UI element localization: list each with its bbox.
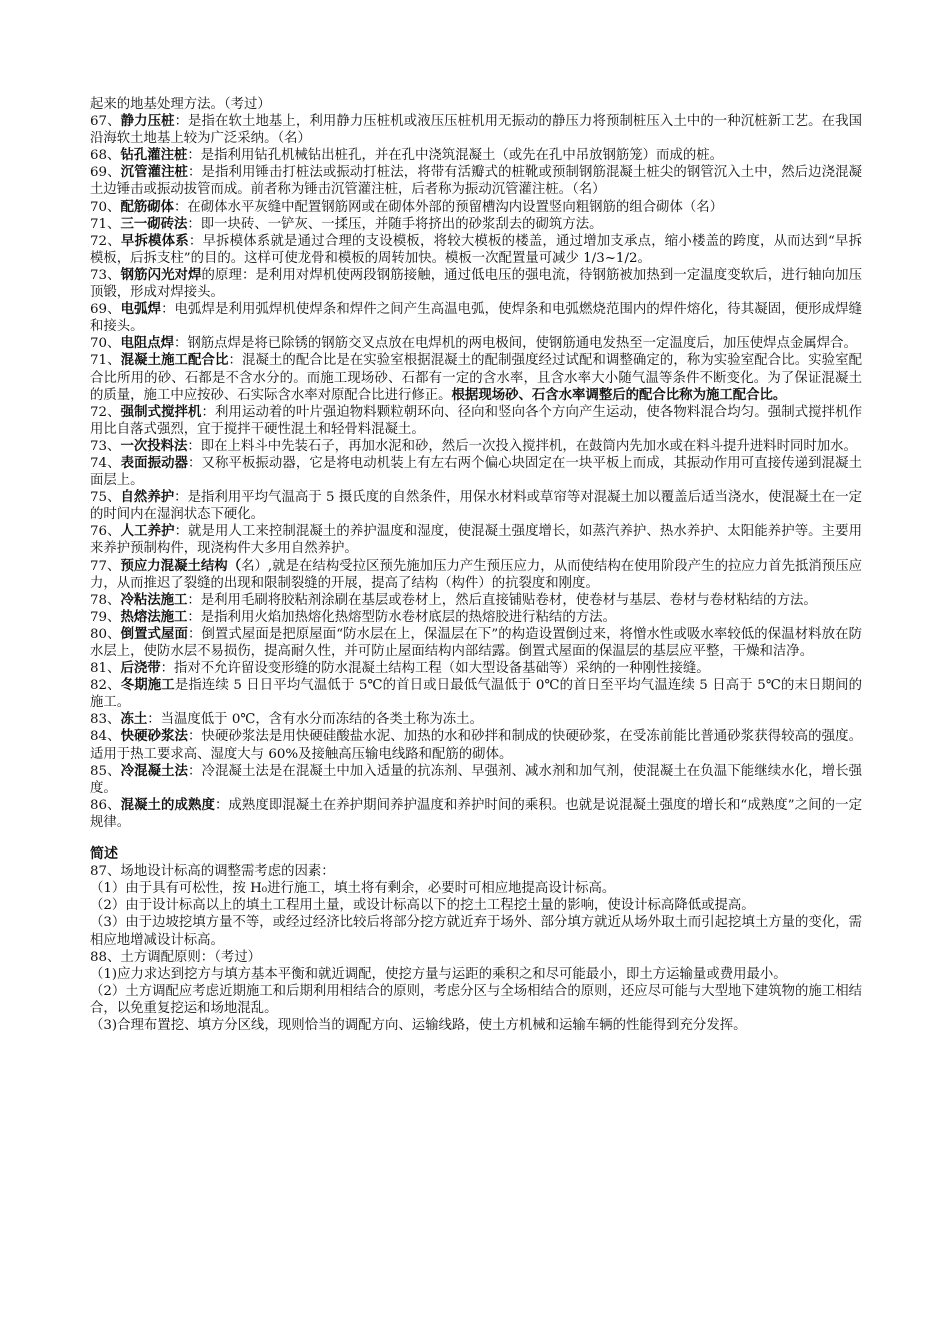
definition-entry [90,164,862,198]
entry-term: 静力压桩 [120,113,175,130]
entry-definition: ：即在上料斗中先装石子，再加水泥和砂，然后一次投入搅拌机，在鼓筒内先加水或在料斗提升进料时同时加水。 [187,438,857,454]
entry-number: 75、 [90,490,121,506]
entry-term: 强制式搅拌机 [120,403,202,420]
entry-term: 表面振动器 [120,454,189,471]
section-heading: 简述 [90,846,118,863]
entry-term: 混凝土的成熟度 [120,796,215,813]
entry-number: 78、 [90,592,121,608]
entry-term: 三一砌砖法 [120,215,188,232]
entry-term: 钢筋闪光对焊 [120,266,202,283]
entry-definition: ：就是用人工来控制混凝土的养护温度和湿度，使混凝土强度增长，如蒸汽养护、热水养护、太阳能养护等。主要用来养护预制构件，现浇构件大多用自然养护。 [90,524,863,557]
entry-number: 77、 [90,558,121,574]
definition-entry [90,352,862,403]
entry-term: 后浇带 [120,660,161,677]
definition-entry [90,96,862,113]
short-answer-line: （2）土方调配应考虑近期施工和后期利用相结合的原则，考虑分区与全场相结合的原则，还应尽可能与大型地下建筑物的施工相结合，以免重复挖运和场地混乱。 [90,983,862,1016]
entry-number: 84、 [90,729,121,745]
definition-entry [90,455,862,489]
definition-entry [90,216,862,233]
definition-entry [90,301,862,335]
definition-entry [90,660,862,677]
entry-definition: ：即一块砖、一铲灰、一揉压，并随手将挤出的砂浆刮去的砌筑方法。 [187,216,603,232]
entry-number: 69、 [90,302,121,318]
entry-number: 70、 [90,336,121,352]
entry-number: 68、 [90,148,121,164]
definition-entry [90,592,862,609]
entry-term: 倒置式屋面 [120,625,188,642]
short-answer-line: 88、土方调配原则：（考过） [90,949,262,965]
entry-term: 预应力混凝土结构（ [120,557,242,574]
entry-term: 一次投料法 [120,437,188,454]
entry-definition: ：利用运动着的叶片强迫物料颗粒朝环向、径向和竖向各个方向产生运动，使各物料混合均匀。强制式搅拌机作用比自落式强烈，宜于搅拌干硬性混土和轻骨料混凝土。 [90,404,863,437]
entry-definition: ：快硬砂浆法是用快硬硅酸盐水泥、加热的水和砂拌和制成的快硬砂浆，在受冻前能比普通砂浆获得较高的强度。适用于热工要求高、湿度大与 60%及接触高压输电线路和配筋的砌体。 [90,729,863,762]
entry-term: 人工养护 [120,523,175,540]
definition-entry [90,558,862,592]
short-answer-line: （3）由于边坡挖填方量不等，或经过经济比较后将部分挖方就近弃于场外、部分填方就近从场外取土而引起挖填土方量的变化，需相应地增减设计标高。 [90,915,862,948]
entry-number: 73、 [90,267,121,283]
entry-term: 混凝土施工配合比 [120,352,229,369]
entry-definition: ：是指利用平均气温高于 5 摄氏度的自然条件，用保水材料或草帘等对混凝土加以覆盖后适当浇水，使混凝土在一定的时间内在湿润状态下硬化。 [90,490,863,523]
definition-entry [90,233,862,267]
entry-definition: ：倒置式屋面是把原屋面“防水层在上，保温层在下”的构造设置倒过来，将憎水性或吸水率较低的保温材料放在防水层上，使防水层不易损伤，提高耐久性，并可防止屋面结构内部结露。倒置式屋面的保温层的基层应平整，干燥和洁净。 [90,626,862,659]
definition-entry [90,677,862,711]
definition-entry [90,523,862,557]
entry-definition: ：是利用毛刷将胶粘剂涂刷在基层或卷材上，然后直接铺贴卷材，使卷材与基层、卷材与卷材粘结的方法。 [187,592,817,608]
entry-number: 71、 [90,216,121,232]
entry-definition: 起来的地基处理方法。（考过） [90,97,271,112]
short-answer-line: （3)合理布置挖、填方分区线，现则恰当的调配方向、运输线路，使土方机械和运输车辆的性能得到充分发挥。 [90,1017,747,1033]
entry-term: 冷粘法施工 [120,591,188,608]
entry-definition: 的原理：是利用对焊机使两段钢筋接触，通过低电压的强电流，待钢筋被加热到一定温度变软后，进行轴向加压顶锻，形成对焊接头。 [90,267,863,301]
entry-number: 70、 [90,199,121,215]
entry-definition: ：早拆模体系就是通过合理的支设模板，将较大模板的楼盖，通过增加支承点，缩小楼盖的跨度，从而达到“早拆模板，后拆支柱”的目的。这样可使龙骨和模板的周转加快。模板一次配置量可减少 1/3~1/2。 [90,233,863,266]
definition-entry [90,438,862,455]
entry-term: 冬期施工 [120,677,175,694]
entry-number: 72、 [90,233,121,249]
entry-definition: ：是指利用钻孔机械钻出桩孔，并在孔中浇筑混凝土（或先在孔中吊放钢筋笼）而成的桩。 [187,148,724,164]
entry-number: 79、 [90,609,121,625]
definition-entry [90,147,862,164]
definition-list [90,96,862,831]
definition-entry [90,609,862,626]
entry-term: 配筋砌体 [120,198,174,215]
entry-number: 82、 [90,678,121,694]
entry-term: 热熔法施工 [120,608,188,625]
entry-number: 72、 [90,404,121,420]
entry-definition: ：钢筋点焊是将已除锈的钢筋交叉点放在电焊机的两电极间，使钢筋通电发热至一定温度后，加压使焊点金属焊合。 [174,336,857,352]
short-answer-list [90,863,862,1034]
definition-entry [90,335,862,352]
entry-term: 早拆模体系 [120,232,189,249]
short-answer-line: （2）由于设计标高以上的填土工程用土量，或设计标高以下的挖土工程挖土量的影响，使设计标高降低或提高。 [90,898,755,914]
definition-entry [90,489,862,523]
entry-term: 快硬砂浆法 [120,728,189,745]
entry-definition: ：是指利用锤击打桩法或振动打桩法，将带有活瓣式的桩靴或预制钢筋混凝土桩尖的钢管沉入土中，然后边浇混凝土边锤击或振动拔管而成。前者称为锤击沉管灌注桩，后者称为振动沉管灌注桩。（名） [90,165,863,198]
entry-number: 69、 [90,165,121,181]
definition-entry [90,728,862,762]
entry-term: 自然养护 [120,489,175,506]
entry-definition: ：又称平板振动器，它是将电动机装上有左右两个偏心块固定在一块平板上而成，其振动作用可直接传递到混凝土面层上。 [90,455,863,489]
entry-number: 71、 [90,353,121,369]
short-answer-line: 87、场地设计标高的调整需考虑的因素： [90,864,335,880]
entry-number: 73、 [90,438,121,454]
entry-definition: ：是指利用火焰加热熔化热熔型防水卷材底层的热熔胶进行粘结的方法。 [187,609,616,625]
short-answer-line: （1)应力求达到挖方与填方基本平衡和就近调配，使挖方量与运距的乘积之和尽可能最小，即土方运输量或费用最小。 [90,966,787,982]
entry-definition: ：当温度低于 0℃，含有水分而冻结的各类土称为冻土。 [147,712,483,728]
entry-definition: 是指连续 5 日日平均气温低于 5℃的首日或日最低气温低于 0℃的首日至平均气温连续 5 日高于 5℃的末日期间的施工。 [90,678,863,711]
definition-entry [90,711,862,728]
entry-definition: 名）,就是在结构受拉区预先施加压力产生预压应力，从而使结构在使用阶段产生的拉应力首先抵消预压应力，从而推迟了裂缝的出现和限制裂缝的开展，提高了结构（构件）的抗裂度和刚度。 [90,558,863,591]
entry-number: 74、 [90,455,121,471]
entry-number: 83、 [90,712,121,728]
entry-number: 76、 [90,524,121,540]
definition-entry [90,763,862,797]
short-answer-line: （1）由于具有可松性，按 H₀进行施工，填土将有剩余，必要时可相应地提高设计标高。 [90,881,616,897]
entry-term: 电阻点焊 [120,335,174,352]
entry-number: 67、 [90,114,121,130]
definition-entry [90,797,862,831]
entry-definition: ：成熟度即混凝土在养护期间养护温度和养护时间的乘积。也就是说混凝土强度的增长和“成熟度”之间的一定规律。 [90,797,862,830]
entry-number: 81、 [90,661,121,677]
definition-entry [90,404,862,438]
entry-term: 钻孔灌注桩 [120,147,188,164]
definition-entry [90,626,862,660]
entry-definition: ：冷混凝土法是在混凝土中加入适量的抗冻剂、早强剂、减水剂和加气剂，使混凝土在负温下能继续水化，增长强度。 [90,763,863,796]
entry-term: 冻土 [120,711,148,728]
entry-definition: ：是指在软土地基上，利用静力压桩机或液压压桩机用无振动的静压力将预制桩压入土中的一种沉桩新工艺。在我国沿海软土地基上较为广泛采纳。（名） [90,114,863,147]
entry-definition: ：电弧焊是利用弧焊机使焊条和焊件之间产生高温电弧，使焊条和电弧燃烧范围内的焊件熔化，待其凝固，便形成焊缝和接头。 [90,302,863,335]
entry-number: 80、 [90,626,121,642]
entry-term: 电弧焊 [120,301,162,318]
entry-definition: ：在砌体水平灰缝中配置钢筋网或在砌体外部的预留槽沟内设置竖向粗钢筋的组合砌体（名） [174,199,724,215]
entry-definition: ：混凝土的配合比是在实验室根据混凝土的配制强度经过试配和调整确定的，称为实验室配合比。实验室配合比所用的砂、石都是不含水分的。而施工现场砂、石都有一定的含水率，且含水率大小随气温等条件不断变化。为了保证混凝土的质量，施工中应按砂、石实际含水率对原配合比进行修正。 [90,353,863,403]
entry-definition: ：指对不允许留设变形缝的防水混凝土结构工程（如大型设备基础等）采纳的一种刚性接缝。 [160,661,710,677]
definition-entry [90,267,862,301]
entry-number: 86、 [90,797,121,813]
entry-term: 冷混凝土法 [120,762,189,779]
entry-bold-conclusion: 根据现场砂、石含水率调整后的配合比称为施工配合比。 [451,386,787,403]
entry-term: 沉管灌注桩 [120,164,189,181]
definition-entry [90,113,862,147]
definition-entry [90,199,862,216]
entry-number: 85、 [90,763,121,779]
